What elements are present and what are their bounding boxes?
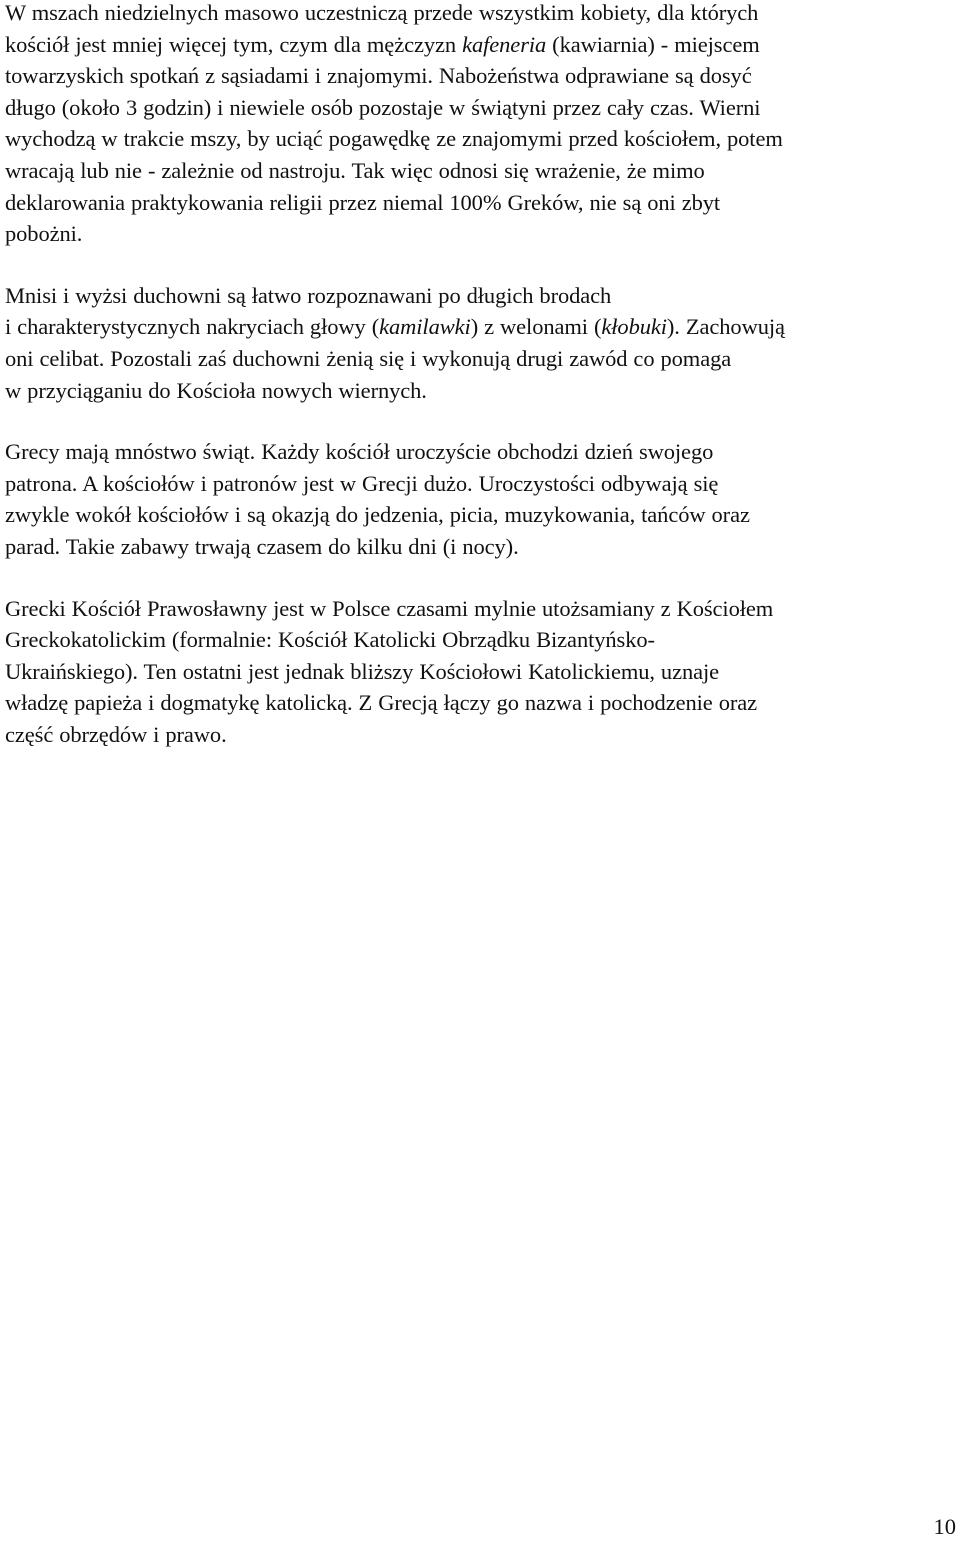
text-run: władzę papieża i dogmatykę katolicką. Z Grecją łączy go nazwa i pochodzenie oraz — [5, 690, 758, 716]
text-line — [5, 593, 957, 625]
text-run: parad. Takie zabawy trwają czasem do kilku dni (i nocy). — [5, 533, 519, 559]
text-run: Grecki Kościół Prawosławny jest w Polsce czasami mylnie utożsamiany z Kościołem — [5, 595, 774, 621]
text-line — [5, 92, 957, 124]
text-run: patrona. A kościołów i patronów jest w Grecji dużo. Uroczystości odbywają się — [5, 470, 719, 496]
text-line — [5, 60, 957, 92]
text-run: wychodzą w trakcie mszy, by uciąć pogawędkę ze znajomymi przed kościołem, potem — [5, 126, 783, 152]
text-line — [5, 719, 957, 751]
text-run: zwykle wokół kościołów i są okazją do jedzenia, picia, muzykowania, tańców oraz — [5, 502, 750, 528]
text-line — [5, 0, 957, 29]
italic-term: kafeneria — [462, 31, 547, 57]
text-run: (kawiarnia) - miejscem — [546, 31, 760, 57]
text-run: Ukraińskiego). Ten ostatni jest jednak bliższy Kościołowi Katolickiemu, uznaje — [5, 658, 720, 684]
text-run: towarzyskich spotkań z sąsiadami i znajomymi. Nabożeństwa odprawiane są dosyć — [5, 63, 752, 89]
text-run: pobożni. — [5, 221, 83, 247]
text-line — [5, 280, 957, 312]
paragraph-sunday-mass — [5, 0, 957, 250]
text-line — [5, 218, 957, 250]
text-line — [5, 123, 957, 155]
text-line — [5, 375, 957, 407]
text-line — [5, 687, 957, 719]
paragraph-holidays — [5, 436, 957, 562]
text-run: w przyciąganiu do Kościoła nowych wiernych. — [5, 377, 427, 403]
text-line — [5, 468, 957, 500]
text-line — [5, 29, 957, 61]
text-run: i charakterystycznych nakryciach głowy ( — [5, 314, 380, 340]
text-line — [5, 499, 957, 531]
text-run: oni celibat. Pozostali zaś duchowni żenią się i wykonują drugi zawód co pomaga — [5, 345, 732, 371]
document-page — [5, 0, 957, 750]
page-number: 10 — [933, 1514, 956, 1539]
text-line — [5, 155, 957, 187]
text-run: Greckokatolickim (formalnie: Kościół Katolicki Obrządku Bizantyńsko- — [5, 627, 655, 653]
text-line — [5, 436, 957, 468]
text-line — [5, 187, 957, 219]
text-line — [5, 624, 957, 656]
italic-term: kłobuki — [601, 314, 667, 340]
text-line — [5, 531, 957, 563]
text-run: W mszach niedzielnych masowo uczestniczą przede wszystkim kobiety, dla których — [5, 0, 759, 25]
text-run: kościół jest mniej więcej tym, czym dla mężczyzn — [5, 31, 463, 57]
text-line — [5, 656, 957, 688]
italic-term: kamilawki — [379, 314, 471, 340]
paragraph-greek-catholic-church — [5, 593, 957, 751]
text-line — [5, 343, 957, 375]
text-run: ). Zachowują — [666, 314, 785, 340]
paragraph-monks-and-clergy — [5, 280, 957, 406]
text-run: długo (około 3 godzin) i niewiele osób pozostaje w świątyni przez cały czas. Wierni — [5, 94, 761, 120]
text-run: Mnisi i wyżsi duchowni są łatwo rozpoznawani po długich brodach — [5, 282, 612, 308]
text-run: wracają lub nie - zależnie od nastroju. Tak więc odnosi się wrażenie, że mimo — [5, 157, 705, 183]
text-run: deklarowania praktykowania religii przez niemal 100% Greków, nie są oni zbyt — [5, 189, 721, 215]
text-run: Grecy mają mnóstwo świąt. Każdy kościół uroczyście obchodzi dzień swojego — [5, 439, 714, 465]
text-run: część obrzędów i prawo. — [5, 721, 227, 747]
text-line — [5, 311, 957, 343]
text-run: ) z welonami ( — [470, 314, 602, 340]
